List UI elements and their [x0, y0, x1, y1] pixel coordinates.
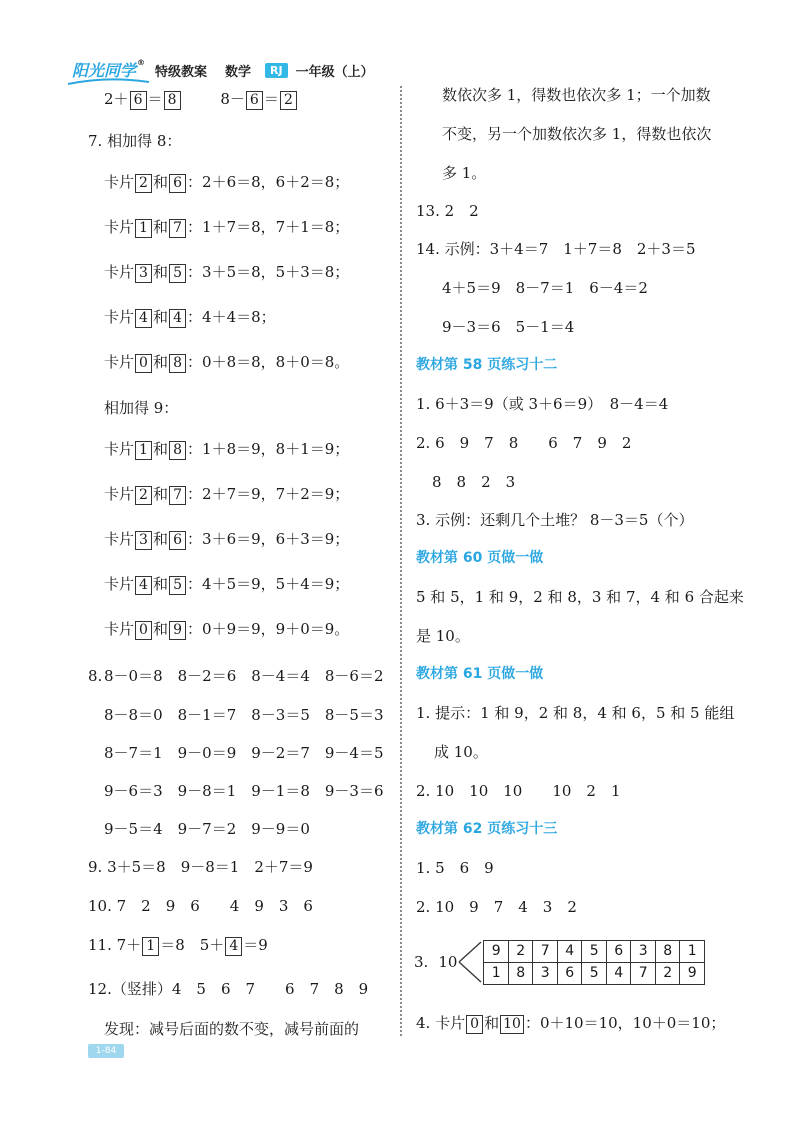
card-pair-row: [104, 306, 276, 328]
subject-name: 数学: [225, 64, 252, 80]
answer-box: 6: [246, 91, 263, 110]
equation-text: ：4＋4＝8；: [187, 308, 276, 326]
card-box: 2: [135, 486, 152, 505]
grid-cell: 3: [533, 962, 558, 984]
card-pair-row: [104, 483, 349, 505]
answer-line-top: [104, 88, 298, 110]
card-box: 0: [135, 354, 152, 373]
answer-box: 8: [164, 91, 181, 110]
card-word: 卡片: [104, 440, 135, 458]
expr-part: 2＋: [104, 90, 129, 108]
equation-text: ：0＋9＝9，9＋0＝9。: [187, 620, 350, 638]
q12-answer: 12.（竖排）4 5 6 7 6 7 8 9: [88, 980, 369, 998]
section-heading-p58: 教材第 58 页练习十二: [416, 357, 558, 373]
grid-cell: 8: [508, 962, 533, 984]
card-pair-row: [104, 573, 349, 595]
card-pair-row: [104, 528, 349, 550]
edition-badge: RJ: [265, 63, 288, 78]
registered-mark: ®: [137, 57, 146, 67]
grid-cell: 8: [655, 940, 680, 962]
card-word: 卡片: [104, 173, 135, 191]
card-box: 0: [466, 1015, 483, 1034]
and-word: 和: [153, 263, 169, 281]
q11-answer: [88, 934, 268, 956]
section-heading-p60: 教材第 60 页做一做: [416, 550, 544, 566]
card-box: 5: [169, 576, 186, 595]
grid-cell: 7: [631, 962, 656, 984]
discovery-text: 发现：减号后面的数不变，减号前面的: [104, 1020, 360, 1038]
expr-part: ＝8 5＋: [160, 936, 225, 954]
card-box: 1: [135, 441, 152, 460]
expr-part: ＝: [263, 90, 279, 108]
card-word: 卡片: [104, 308, 135, 326]
column-divider: [400, 86, 402, 1036]
equation-text: ：2＋7＝9，7＋2＝9；: [187, 485, 350, 503]
p62-q3-center: 10: [438, 953, 458, 971]
equation-text: ：3＋6＝9，6＋3＝9；: [187, 530, 350, 548]
card-pair-row: [104, 438, 349, 460]
q7-title: 7. 相加得 8：: [88, 132, 182, 150]
grid-cell: 1: [484, 962, 509, 984]
sum9-title: 相加得 9：: [104, 399, 179, 417]
discovery-cont: 不变，另一个加数依次多 1，得数也依次: [442, 125, 712, 143]
brand-logo: [68, 58, 149, 83]
p58-q2: 8 8 2 3: [432, 473, 516, 491]
card-box: 9: [169, 621, 186, 640]
card-box: 8: [169, 441, 186, 460]
card-word: 卡片: [104, 263, 135, 281]
page-header: [68, 58, 374, 82]
p58-q3: 3. 示例：还剩几个土堆？ 8－3＝5（个）: [416, 511, 694, 529]
expr-part: 7＋: [116, 936, 142, 954]
logo-swoosh-icon: [68, 78, 149, 86]
q14-answer: 4＋5＝9 8－7＝1 6－4＝2: [442, 279, 648, 297]
equation-text: ：4＋5＝9，5＋4＝9；: [187, 575, 350, 593]
and-word: 和: [153, 530, 169, 548]
card-box: 6: [169, 174, 186, 193]
and-word: 和: [153, 173, 169, 191]
q11-label: 11.: [88, 936, 112, 954]
card-box: 2: [135, 174, 152, 193]
card-pair-row: [104, 351, 349, 373]
grid-cell: 9: [484, 940, 509, 962]
series-name: 特级教案: [155, 64, 208, 80]
discovery-cont: 数依次多 1，得数也依次多 1；一个加数: [442, 86, 711, 104]
q10-answer: 10. 7 2 9 6 4 9 3 6: [88, 897, 313, 915]
grade-label: 一年级（上）: [295, 64, 374, 80]
q13-answer: 13. 2 2: [416, 202, 479, 220]
q8-row: 8－0＝8 8－2＝6 8－4＝4 8－6＝2: [104, 667, 384, 685]
p60-answer: 5 和 5，1 和 9，2 和 8，3 和 7，4 和 6 合起来: [416, 588, 744, 606]
and-word: 和: [153, 575, 169, 593]
grid-cell: 5: [582, 962, 607, 984]
card-word: 卡片: [104, 530, 135, 548]
pair-grid: [483, 940, 705, 985]
and-word: 和: [153, 308, 169, 326]
and-word: 和: [484, 1014, 500, 1032]
answer-box: 1: [142, 937, 159, 956]
equation-text: ：0＋8＝8，8＋0＝8。: [187, 353, 350, 371]
card-box: 8: [169, 354, 186, 373]
expr-part: 8－: [220, 90, 245, 108]
p60-answer: 是 10。: [416, 627, 470, 645]
q8-row: 9－5＝4 9－7＝2 9－9＝0: [104, 820, 310, 838]
card-box: 3: [135, 264, 152, 283]
grid-cell: 4: [557, 940, 582, 962]
card-box: 7: [169, 219, 186, 238]
card-box: 10: [500, 1015, 524, 1034]
p62-q3: [414, 938, 705, 986]
card-word: 卡片: [104, 620, 135, 638]
grid-cell: 4: [606, 962, 631, 984]
card-pair-row: [104, 216, 349, 238]
and-word: 和: [153, 485, 169, 503]
equation-text: ：3＋5＝8，5＋3＝8；: [187, 263, 350, 281]
p61-q2: 2. 10 10 10 10 2 1: [416, 782, 621, 800]
card-word: 卡片: [104, 353, 135, 371]
card-box: 1: [135, 219, 152, 238]
card-word: 卡片: [104, 218, 135, 236]
p58-q1: 1. 6＋3＝9（或 3＋6＝9） 8－4＝4: [416, 395, 669, 413]
grid-cell: 9: [680, 962, 705, 984]
p62-q4: [416, 1012, 725, 1034]
p62-q3-label: 3.: [414, 953, 429, 971]
equation-text: ：1＋7＝8，7＋1＝8；: [187, 218, 350, 236]
q14-answer: 14. 示例：3＋4＝7 1＋7＝8 2＋3＝5: [416, 240, 696, 258]
page-number-tab: 1-84: [88, 1044, 124, 1058]
logo-text: 阳光同学: [72, 60, 137, 80]
p61-q1: 1. 提示：1 和 9，2 和 8，4 和 6，5 和 5 能组: [416, 704, 735, 722]
p62-q1: 1. 5 6 9: [416, 859, 494, 877]
section-heading-p62: 教材第 62 页练习十三: [416, 821, 558, 837]
card-box: 0: [135, 621, 152, 640]
q8-row: 9－6＝3 9－8＝1 9－1＝8 9－3＝6: [104, 782, 384, 800]
expr-part: ＝: [147, 90, 163, 108]
grid-cell: 1: [680, 940, 705, 962]
card-box: 4: [135, 576, 152, 595]
p61-q1: 成 10。: [434, 743, 488, 761]
card-word: 卡片: [104, 485, 135, 503]
branch-icon: [457, 938, 483, 986]
q9-answer: 9. 3＋5＝8 9－8＝1 2＋7＝9: [88, 858, 313, 876]
section-heading-p61: 教材第 61 页做一做: [416, 666, 544, 682]
q8-row: 8－7＝1 9－0＝9 9－2＝7 9－4＝5: [104, 744, 384, 762]
equation-text: ：0＋10＝10，10＋0＝10；: [524, 1014, 726, 1032]
card-box: 3: [135, 531, 152, 550]
grid-cell: 2: [508, 940, 533, 962]
card-box: 7: [169, 486, 186, 505]
card-box: 6: [169, 531, 186, 550]
card-box: 5: [169, 264, 186, 283]
discovery-cont: 多 1。: [442, 164, 487, 182]
q8-label: 8.: [88, 667, 103, 685]
grid-cell: 7: [533, 940, 558, 962]
answer-box: 6: [130, 91, 147, 110]
p58-q2: 2. 6 9 7 8 6 7 9 2: [416, 434, 632, 452]
expr-part: ＝9: [243, 936, 268, 954]
q4-label: 4. 卡片: [416, 1014, 466, 1032]
card-pair-row: [104, 171, 349, 193]
equation-text: ：1＋8＝9，8＋1＝9；: [187, 440, 350, 458]
q14-answer: 9－3＝6 5－1＝4: [442, 318, 575, 336]
and-word: 和: [153, 353, 169, 371]
grid-cell: 6: [606, 940, 631, 962]
grid-cell: 5: [582, 940, 607, 962]
card-pair-row: [104, 261, 349, 283]
and-word: 和: [153, 440, 169, 458]
and-word: 和: [153, 218, 169, 236]
and-word: 和: [153, 620, 169, 638]
grid-cell: 6: [557, 962, 582, 984]
answer-box: 2: [280, 91, 297, 110]
grid-cell: 3: [631, 940, 656, 962]
p62-q2: 2. 10 9 7 4 3 2: [416, 898, 577, 916]
equation-text: ：2＋6＝8，6＋2＝8；: [187, 173, 350, 191]
card-box: 4: [169, 309, 186, 328]
grid-cell: 2: [655, 962, 680, 984]
card-word: 卡片: [104, 575, 135, 593]
q8-row: 8－8＝0 8－1＝7 8－3＝5 8－5＝3: [104, 706, 384, 724]
card-box: 4: [135, 309, 152, 328]
answer-box: 4: [225, 937, 242, 956]
card-pair-row: [104, 618, 349, 640]
